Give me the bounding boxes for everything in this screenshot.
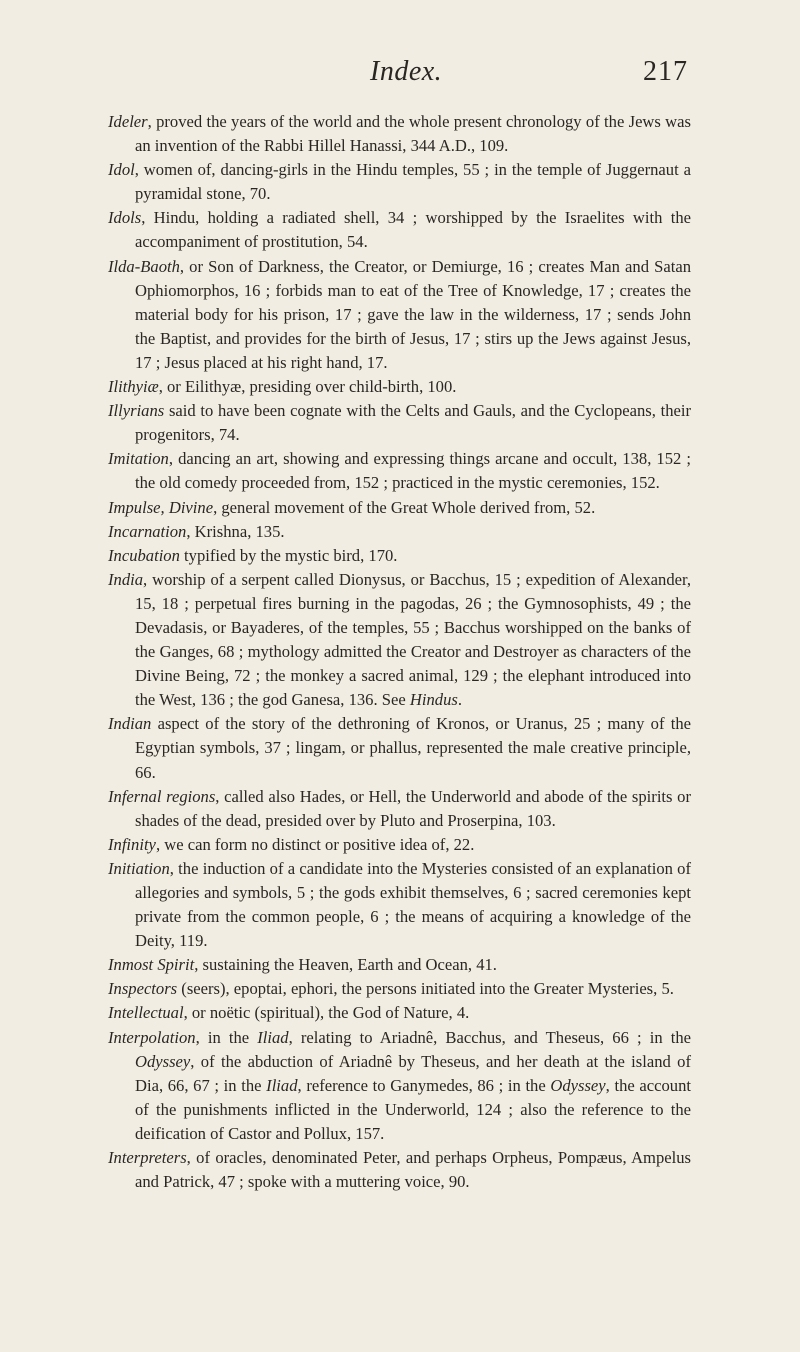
entry-headword: Indian	[108, 714, 152, 734]
entry-text: , women of, dancing-girls in the Hindu temples, 55 ; in the temple of Juggernaut a pyramidal stone, 70.	[134, 160, 691, 204]
entry-headword: Impulse, Divine	[108, 497, 214, 517]
index-entry	[108, 375, 691, 399]
entry-text: , worship of a serpent called Dionysus, or Bacchus, 15 ; expedition of Alexander, 15, 18 ; perpetual fires burning in the pagodas, 26 ; the Gymnosophists, 49 ; the Devadasis, or Bayaderes, of the temples, 55 ; Bacchus worshipped on the banks of the Ganges, 68 ; mythology admitted the Creator and Destroyer as characters of the Divine Being, 72 ; the monkey a sacred animal, 129 ; the elephant introduced into the West, 136 ; the god Ganesa, 136. See	[135, 569, 691, 710]
cross-reference: Hindus	[409, 690, 458, 710]
entry-text: , reference to Ganymedes, 86 ; in the	[297, 1075, 551, 1095]
entry-text: aspect of the story of the dethroning of Kronos, or Uranus, 25 ; many of the Egyptian symbols, 37 ; lingam, or phallus, represented the male creative principle, 66.	[135, 714, 691, 782]
index-entry	[108, 977, 691, 1001]
page-heading: Index.	[370, 56, 443, 87]
entry-headword: Ideler	[108, 112, 148, 131]
entry-text: , Hindu, holding a radiated shell, 34 ; worshipped by the Israelites with the accompaniment of prostitution, 54.	[135, 208, 691, 252]
entry-headword: Illyrians	[108, 401, 165, 421]
index-entry	[108, 110, 691, 158]
index-entry	[108, 544, 691, 568]
entry-text: said to have been cognate with the Celts and Gauls, and the Cyclopeans, their progenitors, 74.	[135, 401, 691, 445]
entry-text-end: .	[457, 690, 462, 710]
index-entry	[108, 158, 691, 206]
index-entry	[108, 712, 691, 784]
page-number: 217	[643, 56, 688, 87]
entry-headword: Interpolation	[108, 1027, 196, 1047]
entry-headword: Idol	[108, 160, 135, 180]
entry-headword: Inspectors	[108, 979, 178, 999]
index-entry	[108, 496, 691, 520]
work-title: Odyssey	[135, 1051, 191, 1071]
entry-headword: Infernal regions	[108, 786, 216, 806]
entry-text: , relating to Ariadnê, Bacchus, and Theseus, 66 ; in the	[288, 1027, 691, 1047]
index-entry	[108, 447, 691, 495]
entry-text: , or Son of Darkness, the Creator, or Demiurge, 16 ; creates Man and Satan Ophiomorphos, 16 ; forbids man to eat of the Tree of Knowledge, 17 ; creates the material body for his prison, 17 ; gave the law in the wilderness, 17 ; sends John the Baptist, and provides for the birth of Jesus, 17 ; stirs up the Jews against Jesus, 17 ; Jesus placed at his right hand, 17.	[135, 256, 691, 372]
work-title: Iliad	[257, 1027, 289, 1047]
entry-headword: Idols	[108, 208, 142, 228]
index-entry	[108, 255, 691, 375]
entry-headword: Inmost Spirit	[108, 955, 195, 975]
entry-headword: Incubation	[108, 545, 180, 565]
work-title: Iliad	[266, 1075, 298, 1095]
index-entry	[108, 785, 691, 833]
entry-text: , or noëtic (spiritual), the God of Nature, 4.	[183, 1003, 470, 1023]
entry-text: , of oracles, denominated Peter, and perhaps Orpheus, Pompæus, Ampelus and Patrick, 47 ; spoke with a muttering voice, 90.	[135, 1148, 691, 1192]
entry-headword: India	[108, 569, 144, 589]
entry-headword: Initiation	[108, 858, 170, 878]
index-entry	[108, 399, 691, 447]
entry-text: (seers), epoptai, ephori, the persons initiated into the Greater Mysteries, 5.	[177, 979, 674, 999]
entry-headword: Infinity	[108, 834, 156, 854]
entry-text: , Krishna, 135.	[186, 521, 285, 541]
entry-headword: Imitation	[108, 449, 169, 469]
entry-text: , in the	[195, 1027, 258, 1047]
entry-headword: Ilithyiæ	[108, 377, 159, 397]
entry-text: , we can form no distinct or positive idea of, 22.	[155, 834, 475, 854]
entry-headword: Ilda-Baoth	[108, 256, 180, 276]
entry-headword: Intellectual	[108, 1003, 184, 1023]
entry-text: , dancing an art, showing and expressing things arcane and occult, 138, 152 ; the old comedy proceeded from, 152 ; practiced in the mystic ceremonies, 152.	[135, 449, 691, 493]
entry-text: , the induction of a candidate into the Mysteries consisted of an explanation of allegories and symbols, 5 ; the gods exhibit themselves, 6 ; sacred ceremonies kept private from the common people, 6 ; the means of acquiring a knowledge of the Deity, 119.	[135, 858, 691, 951]
entry-text: typified by the mystic bird, 170.	[179, 545, 398, 565]
index-entry	[108, 1001, 691, 1025]
index-entries	[108, 110, 691, 1194]
index-entry	[108, 206, 691, 254]
index-entry	[108, 568, 691, 713]
entry-text: , proved the years of the world and the whole present chronology of the Jews was an invention of the Rabbi Hillel Hanassi, 344 A.D., 109.	[135, 112, 691, 156]
entry-text: , called also Hades, or Hell, the Underworld and abode of the spirits or shades of the dead, presided over by Pluto and Proserpina, 103.	[135, 786, 691, 830]
index-entry	[108, 1146, 691, 1194]
index-entry	[108, 520, 691, 544]
index-entry	[108, 857, 691, 953]
work-title: Odyssey	[550, 1075, 606, 1095]
index-entry	[108, 1026, 691, 1146]
index-entry	[108, 953, 691, 977]
index-entry	[108, 833, 691, 857]
entry-text: , the account of the punishments inflicted in the Underworld, 124 ; also the reference to the deification of Castor and Pollux, 157.	[135, 1075, 691, 1143]
entry-text: , general movement of the Great Whole derived from, 52.	[213, 497, 596, 517]
entry-text: , sustaining the Heaven, Earth and Ocean, 41.	[194, 955, 497, 975]
entry-text: , of the abduction of Ariadnê by Theseus, and her death at the island of Dia, 66, 67 ; in the	[135, 1051, 691, 1095]
entry-text: , or Eilithyæ, presiding over child-birth, 100.	[158, 377, 457, 397]
entry-headword: Incarnation	[108, 521, 187, 541]
entry-headword: Interpreters	[108, 1148, 187, 1168]
running-head	[0, 56, 800, 96]
